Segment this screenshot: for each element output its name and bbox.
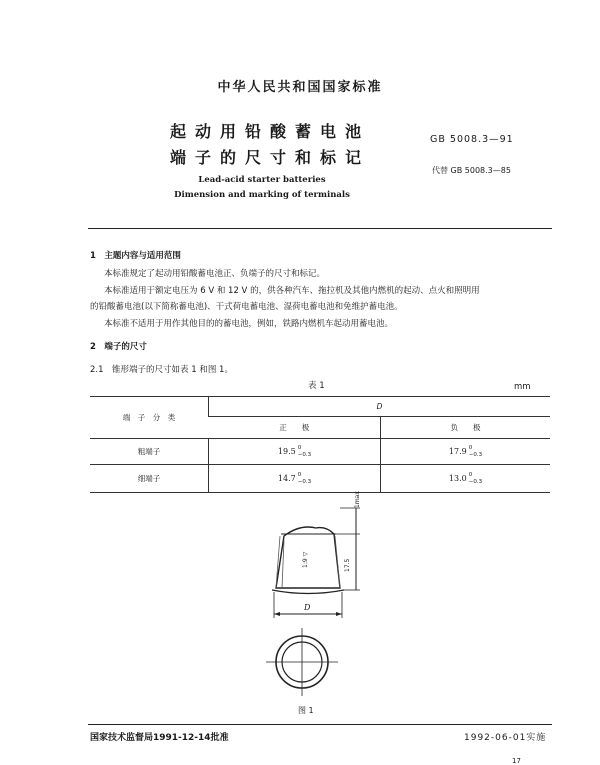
section1-heading: 1 主题内容与适用范围 bbox=[90, 251, 181, 261]
row-name: 粗端子 bbox=[90, 439, 209, 465]
section1-p1: 本标准规定了起动用铅酸蓄电池正、负端子的尺寸和标记。 bbox=[104, 269, 326, 279]
table-header-d: D bbox=[209, 397, 551, 417]
dimension-table bbox=[90, 396, 550, 493]
positive-value: 19.5 0 −0.3 bbox=[209, 439, 381, 465]
table-header-positive: 正 极 bbox=[209, 417, 381, 439]
title-cn-line1: 起动用铅酸蓄电池 bbox=[170, 122, 371, 141]
figure-caption: 图 1 bbox=[298, 706, 314, 715]
height-label: 17.5 bbox=[344, 558, 351, 572]
title-en-line2: Dimension and marking of terminals bbox=[174, 190, 350, 200]
title-cn-line2: 端子的尺寸和标记 bbox=[170, 148, 371, 167]
table-header-negative: 负 极 bbox=[381, 417, 551, 439]
section2-sub: 2.1 锥形端子的尺寸如表 1 和图 1。 bbox=[90, 365, 233, 375]
approval-text: 国家技术监督局1991-12-14批准 bbox=[90, 733, 229, 743]
table-row bbox=[90, 465, 550, 493]
row-name: 细端子 bbox=[90, 465, 209, 493]
section2-heading: 2 端子的尺寸 bbox=[90, 342, 147, 352]
negative-value: 13.0 0 −0.3 bbox=[381, 465, 551, 493]
footer-rule bbox=[88, 724, 552, 725]
taper-label: 1:9 ▽ bbox=[302, 551, 309, 568]
replaces-standard: 代替 GB 5008.3—85 bbox=[432, 166, 511, 175]
header-rule bbox=[88, 228, 552, 229]
negative-value: 17.9 0 −0.3 bbox=[381, 439, 551, 465]
d-label: D bbox=[304, 603, 311, 612]
table-row bbox=[90, 439, 550, 465]
implementation-text: 1992-06-01实施 bbox=[464, 733, 547, 743]
page-number: 17 bbox=[512, 757, 521, 765]
standard-number: GB 5008.3—91 bbox=[430, 134, 514, 145]
terminal-base bbox=[272, 590, 344, 594]
section1-p3: 本标准不适用于用作其他目的的蓄电池，例如，铁路内燃机车起动用蓄电池。 bbox=[104, 319, 394, 329]
section1-p2-line2: 的铅酸蓄电池(以下简称蓄电池)、干式荷电蓄电池、湿荷电蓄电池和免维护蓄电池。 bbox=[90, 302, 403, 312]
terminal-drawing bbox=[260, 500, 380, 700]
section1-p2-line1: 本标准适用于额定电压为 6 V 和 12 V 的，供各种汽车、拖拉机及其他内燃机的起动、点火和照明用 bbox=[104, 286, 480, 296]
positive-value: 14.7 0 −0.3 bbox=[209, 465, 381, 493]
table-unit: mm bbox=[514, 382, 531, 392]
top-max-label: 1max bbox=[354, 491, 361, 508]
title-en-line1: Lead-acid starter batteries bbox=[198, 175, 326, 185]
national-standard-heading: 中华人民共和国国家标准 bbox=[217, 80, 383, 95]
table-header-classification: 端 子 分 类 bbox=[90, 397, 209, 439]
table-caption: 表 1 bbox=[308, 381, 325, 391]
